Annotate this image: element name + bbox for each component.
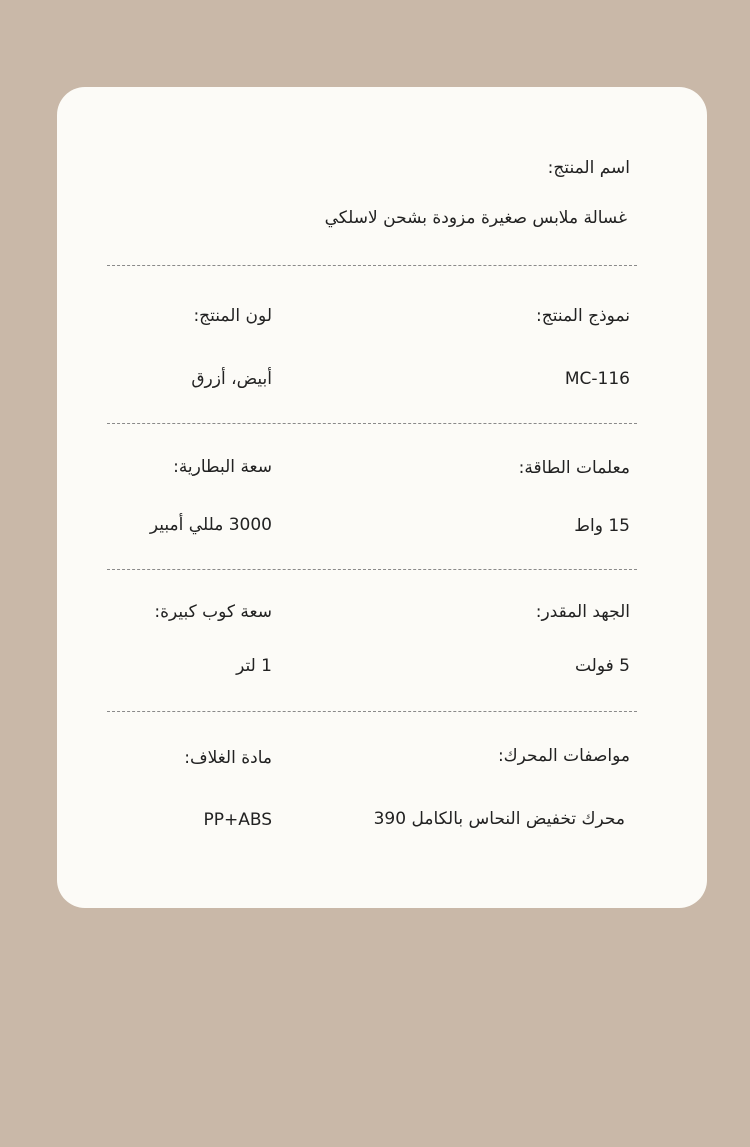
product-name-value: غسالة ملابس صغيرة مزودة بشحن لاسلكي <box>324 208 627 228</box>
motor-value: محرك تخفيض النحاس بالكامل 390 <box>373 809 625 829</box>
color-label: لون المنتج: <box>193 306 272 326</box>
model-label: نموذج المنتج: <box>536 306 630 326</box>
power-label: معلمات الطاقة: <box>518 458 630 478</box>
divider <box>107 711 637 712</box>
divider <box>107 423 637 424</box>
cup-capacity-value: 1 لتر <box>236 656 272 676</box>
color-value: أبيض، أزرق <box>191 369 272 389</box>
divider <box>107 265 637 266</box>
product-name-label: اسم المنتج: <box>547 158 630 178</box>
shell-material-value: PP+ABS <box>203 810 272 830</box>
voltage-label: الجهد المقدر: <box>535 602 630 622</box>
battery-label: سعة البطارية: <box>173 457 272 477</box>
cup-capacity-label: سعة كوب كبيرة: <box>154 602 272 622</box>
power-value: 15 واط <box>574 516 630 536</box>
spec-card <box>57 87 707 908</box>
voltage-value: 5 فولت <box>574 656 630 676</box>
divider <box>107 569 637 570</box>
model-value: MC-116 <box>564 369 630 389</box>
shell-material-label: مادة الغلاف: <box>184 748 272 768</box>
motor-label: مواصفات المحرك: <box>497 746 630 766</box>
battery-value: 3000 مللي أمبير <box>149 515 272 535</box>
